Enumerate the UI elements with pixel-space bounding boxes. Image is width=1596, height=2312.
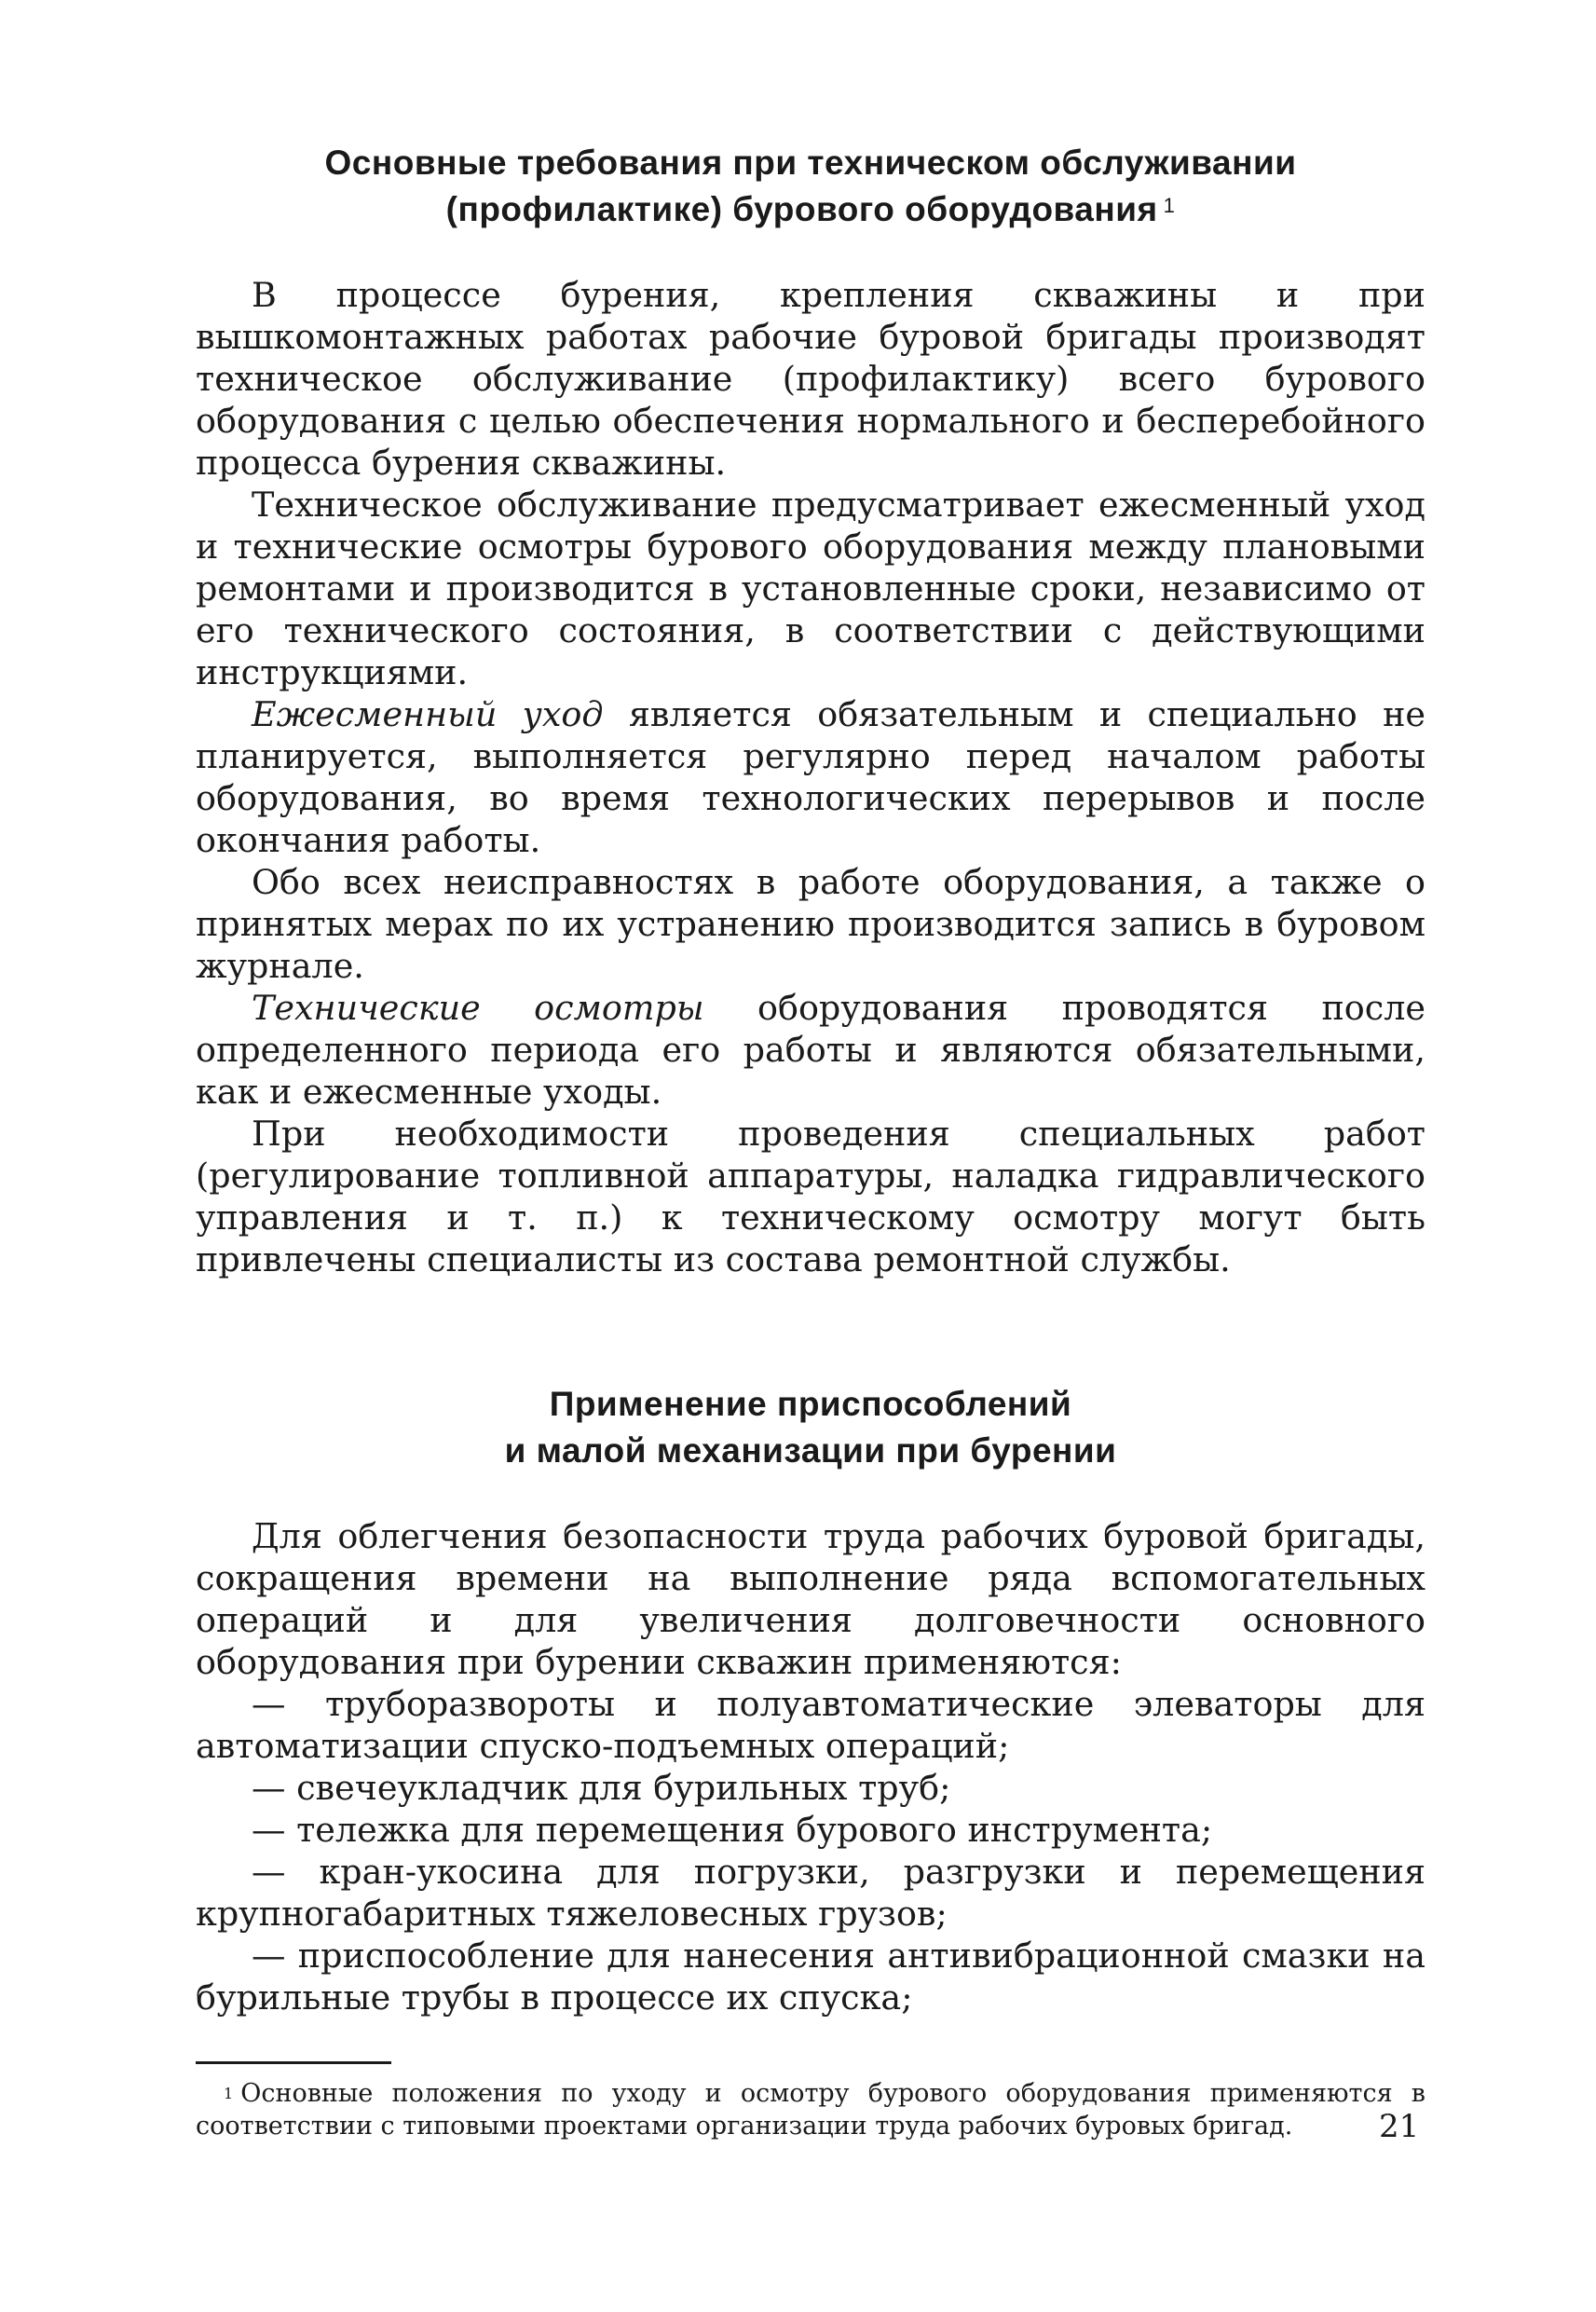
paragraph [196, 987, 1425, 1113]
footnote-marker: 1 [224, 2085, 234, 2102]
paragraph [196, 693, 1425, 861]
paragraph: При необходимости проведения специальных работ (регулирование топливной аппаратуры, наладка гидравлического управления и т. п.) к техническому осмотру могут быть привлечены специалисты из состава ремонтной службы. [196, 1114, 1425, 1279]
section-2-title-line-2: и малой механизации при бурении [504, 1431, 1117, 1470]
page-number: 21 [1379, 2108, 1420, 2145]
paragraph-text: оборудования проводятся после определенного периода его работы и являются обязательными, как и ежесменные уходы. [196, 988, 1425, 1112]
paragraph-emphasis: Технические осмотры [252, 988, 704, 1028]
section-2-heading [196, 1381, 1425, 1474]
footnote [196, 2077, 1425, 2142]
section-1-heading [196, 140, 1425, 233]
page-content [196, 140, 1425, 2142]
list-item: — свечеукладчик для бурильных труб; [252, 1768, 951, 1808]
footnote-divider [196, 2061, 391, 2064]
paragraph-text: является обязательным и специально не планируется, выполняется регулярно перед началом работы оборудования, во время технологических перерывов и после окончания работы. [196, 694, 1426, 860]
list-item: — кран-укосина для погрузки, разгрузки и перемещения крупногабаритных тяжеловесных грузов; [196, 1852, 1425, 1934]
paragraph: Обо всех неисправностях в работе оборудования, а также о принятых мерах по их устранению производится запись в буровом журнале. [196, 862, 1425, 986]
footnote-text: Основные положения по уходу и осмотру бурового оборудования применяются в соответствии с типовыми проектами организации труда рабочих буровых бригад. [196, 2079, 1425, 2141]
list-item: — тележка для перемещения бурового инструмента; [252, 1810, 1213, 1850]
paragraph: Техническое обслуживание предусматривает ежесменный уход и технические осмотры бурового оборудования между плановыми ремонтами и производится в установленные сроки, независимо от его технического состояния, в соответствии с действующими инструкциями. [196, 485, 1425, 692]
footnote-reference: 1 [1163, 194, 1176, 217]
list-item: — приспособление для нанесения антивибрационной смазки на бурильные трубы в процессе их спуска; [196, 1936, 1425, 2018]
section-1-title-line-2: (профилактике) бурового оборудования [445, 190, 1158, 228]
list-item: — труборазвороты и полуавтоматические элеваторы для автоматизации спуско-подъемных операций; [196, 1684, 1425, 1766]
section-2-title-line-1: Применение приспособлений [549, 1385, 1072, 1423]
paragraph: В процессе бурения, крепления скважины и при вышкомонтажных работах рабочие буровой бригады производят техническое обслуживание (профилактику) всего бурового оборудования с целью обеспечения нормального и бесперебойного процесса бурения скважины. [196, 275, 1425, 483]
section-1-title-line-1: Основные требования при техническом обслуживании [324, 144, 1297, 182]
paragraph-emphasis: Ежесменный уход [252, 694, 604, 734]
section-2-intro: Для облегчения безопасности труда рабочих буровой бригады, сокращения времени на выполнение ряда вспомогательных операций и для увеличения долговечности основного оборудования при бурении скважин применяются: [196, 1516, 1425, 1682]
